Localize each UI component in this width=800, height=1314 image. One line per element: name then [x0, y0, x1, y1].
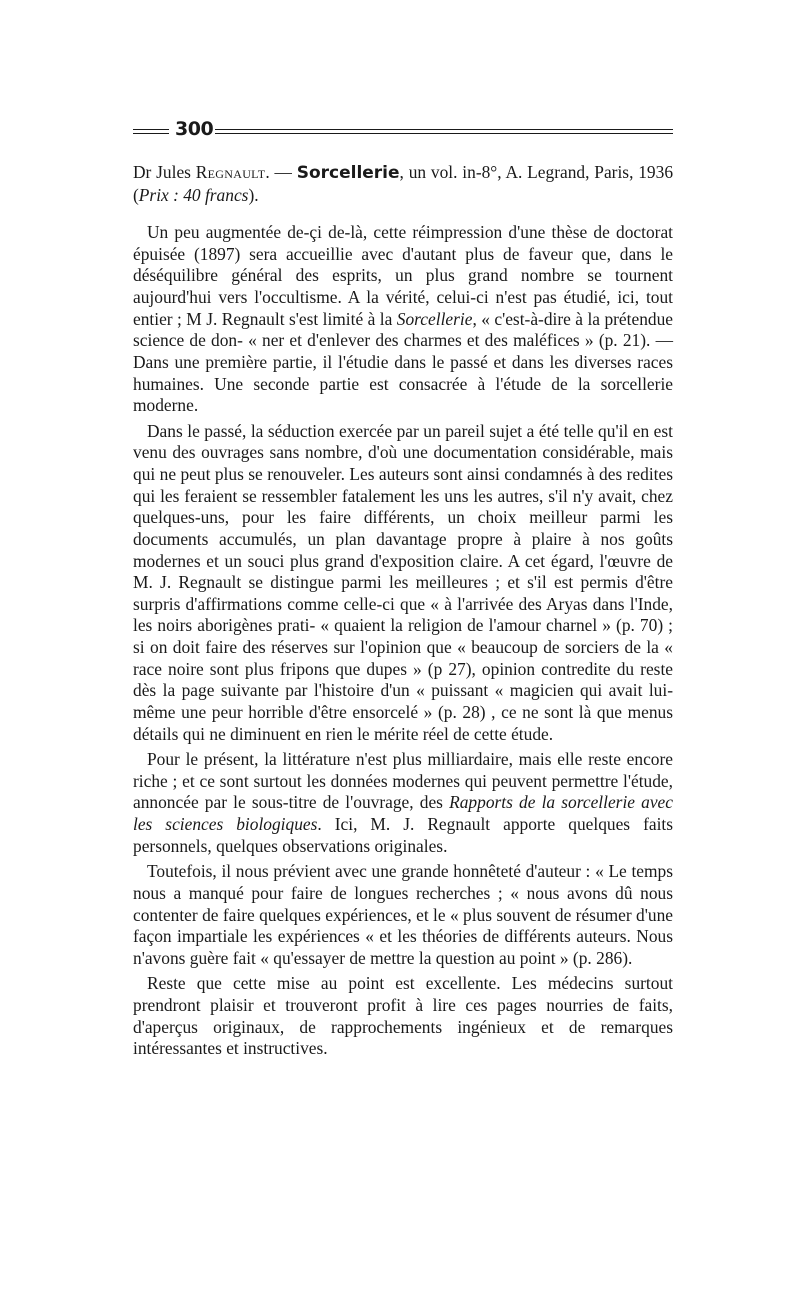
entry-dash: . — [265, 162, 297, 182]
entry-details: , un vol. in-8°, A. Legrand, Paris, 1936 ( [133, 162, 674, 205]
entry-price: Prix : 40 francs [138, 184, 249, 205]
review-paragraph [133, 421, 673, 745]
page [133, 118, 674, 1064]
italic-text: Rapports de la sorcellerie avec les sciences biologiques [133, 792, 673, 835]
author-prefix: Dr Jules [133, 162, 196, 182]
paragraph-text: Reste que cette mise au point est excellente. Les médecins surtout prendront plaisir et trouveront profit à lire ces pages nourries de faits, d'aperçus originaux, de rapprochements ingénieux et de remarques intéressantes et instructives. [133, 973, 673, 1059]
paragraph-text: . Ici, M. J. Regnault apporte quelques faits personnels, quelques observations originales. [133, 814, 674, 856]
review-paragraph [133, 861, 673, 969]
book-title: Sorcellerie [296, 163, 400, 183]
review-body [133, 222, 673, 1060]
paragraph-text: Toutefois, il nous prévient avec une grande honnêteté d'auteur : « Le temps nous a manqué pour faire de longues recherches ; « nous avons dû nous contenter de faire quelques expériences, et le « plus souvent de résumer d'une façon impartiale les expériences « et les théories de différents auteurs. Nous n'avons guère fait « qu'essayer de mettre la question au point » (p. 286). [133, 861, 673, 968]
italic-text: Sorcellerie [396, 308, 473, 329]
paragraph-text: Pour le présent, la littérature n'est plus milliardaire, mais elle reste encore riche ; et ce sont surtout les données modernes qui peuvent permettre l'étude, annoncée par le sous-titre de l'ouvrage, des [133, 749, 673, 813]
page-header [133, 118, 673, 148]
review-paragraph [133, 749, 673, 857]
paragraph-text: Dans le passé, la séduction exercée par un pareil sujet a été telle qu'il en est venu des ouvrages sans nombre, d'où une documentation considérable, mais qui ne peut plus se renouveler. Les auteurs sont ainsi condamnés à des redites qui les feraient se ressembler fatalement les uns les autres, s'il n'y avait, chez quelques-uns, pour les faire différents, un choix meilleur parmi les documents accumulés, un plan davantage propre à plaire à nos goûts modernes et un souci plus grand d'exposition claire. A cet égard, l'œuvre de M. J. Regnault se distingue parmi les meilleures ; et s'il est permis d'être surpris d'affirmations comme celle-ci que « à l'arrivée des Aryas dans l'Inde, les noirs aborigènes prati- « quaient la religion de l'amour charnel » (p. 70) ; si on doit faire des réserves sur l'opinion que « beaucoup de sorciers de la « race noire sont plus fripons que dupes » (p 27), opinion contredite du reste dès la page suivante par l'histoire d'un « puissant « magicien qui avait lui-même une peur horrible d'être ensorcelé » (p. 28) , ce ne sont là que menus détails qui ne diminuent en rien le mérite réel de cette étude. [133, 420, 673, 744]
paragraph-text: Un peu augmentée de-çi de-là, cette réimpression d'une thèse de doctorat épuisée (1897) sera accueillie avec d'autant plus de faveur que, dans le déséquilibre général des esprits, un plus grand nombre se tournent aujourd'hui vers l'occultisme. A la vérité, celui-ci n'est pas étudié, ici, tout entier ; M J. Regnault s'est limité à la [133, 222, 673, 329]
paragraph-text: , « c'est-à-dire à la prétendue science de don- « ner et d'enlever des charmes et des maléfices » (p. 21). — Dans une première partie, il l'étudie dans le passé et dans les diverses races humaines. Une seconde partie est consacrée à l'étude de la sorcellerie moderne. [133, 308, 673, 416]
review-paragraph [133, 222, 673, 417]
bibliographic-entry [133, 162, 673, 206]
header-rule-right [215, 129, 673, 134]
header-rule-left [133, 129, 169, 134]
author-surname: Regnault [195, 162, 266, 182]
review-paragraph [133, 973, 673, 1060]
page-number: 300 [175, 118, 214, 140]
entry-details-end: ). [248, 184, 259, 205]
